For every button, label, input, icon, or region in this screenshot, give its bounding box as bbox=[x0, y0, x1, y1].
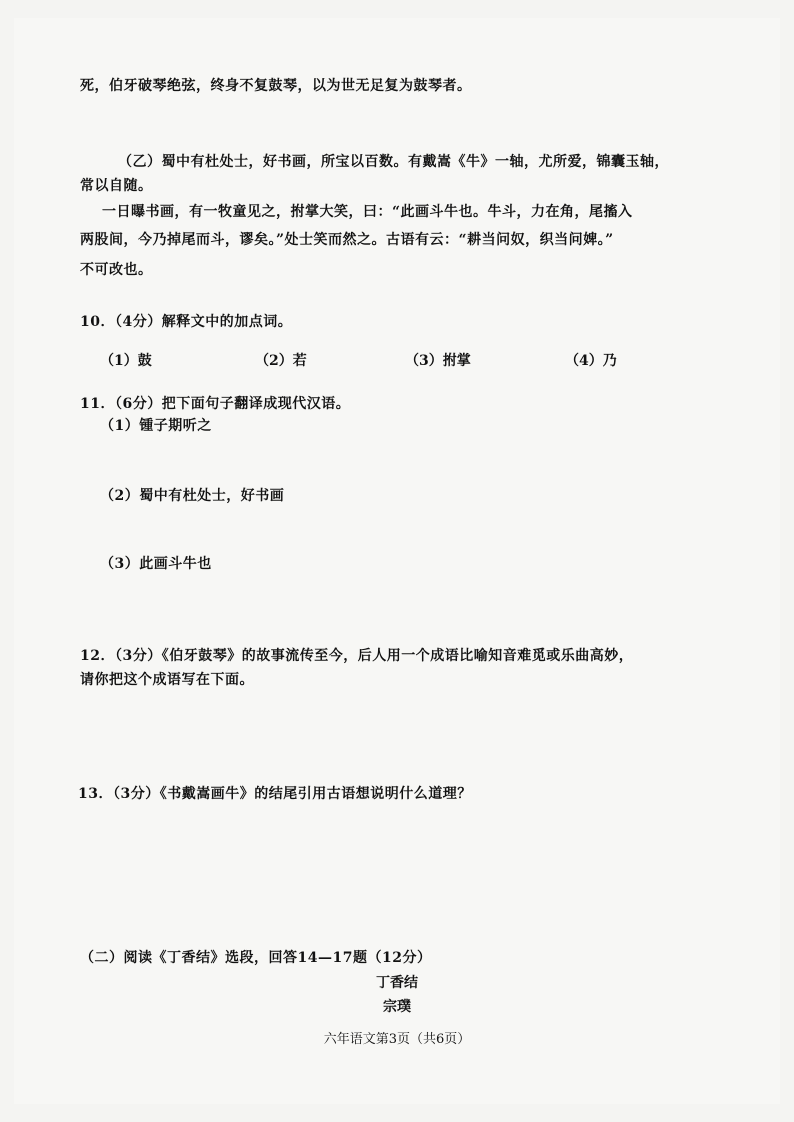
section-2-heading: （二）阅读《丁香结》选段，回答14—17题（12分） bbox=[80, 950, 432, 966]
q11-item-3: （3）此画斗牛也 bbox=[100, 556, 212, 572]
question-12-line2: 请你把这个成语写在下面。 bbox=[80, 672, 254, 688]
passage-yi-line1: （乙）蜀中有杜处士，好书画，所宝以百数。有戴嵩《牛》一轴，尤所爱，锦囊玉轴， bbox=[118, 154, 669, 170]
question-10: 10．（4分）解释文中的加点词。 bbox=[80, 314, 293, 330]
q11-item-1: （1）锺子期听之 bbox=[100, 418, 212, 434]
q10-option-3: （3）拊掌 bbox=[405, 353, 471, 369]
section-2-author: 宗璞 bbox=[383, 999, 411, 1015]
q10-option-1: （1）鼓 bbox=[100, 353, 152, 369]
passage-yi-line3: 一日曝书画，有一牧童见之，拊掌大笑，曰：“此画斗牛也。牛斗，力在角，尾搐入 bbox=[102, 204, 633, 220]
question-13: 13．（3分）《书戴嵩画牛》的结尾引用古语想说明什么道理？ bbox=[78, 786, 472, 802]
section-2-title: 丁香结 bbox=[376, 975, 418, 991]
q10-option-2: （2）若 bbox=[255, 353, 307, 369]
question-11: 11．（6分）把下面句子翻译成现代汉语。 bbox=[80, 396, 351, 412]
passage-yi-line5: 不可改也。 bbox=[80, 262, 153, 278]
page-footer: 六年语文第3页（共6页） bbox=[323, 1032, 471, 1047]
passage-yi-line2: 常以自随。 bbox=[80, 178, 153, 194]
question-12-line1: 12．（3分）《伯牙鼓琴》的故事流传至今，后人用一个成语比喻知音难觅或乐曲高妙， bbox=[80, 648, 634, 664]
q10-option-4: （4）乃 bbox=[565, 353, 617, 369]
passage-yi-line4: 两股间，今乃掉尾而斗，谬矣。”处士笑而然之。古语有云：“耕当问奴，织当问婢。” bbox=[80, 232, 614, 248]
q11-item-2: （2）蜀中有杜处士，好书画 bbox=[100, 488, 285, 504]
passage-line-top: 死，伯牙破琴绝弦，终身不复鼓琴，以为世无足复为鼓琴者。 bbox=[80, 78, 472, 94]
